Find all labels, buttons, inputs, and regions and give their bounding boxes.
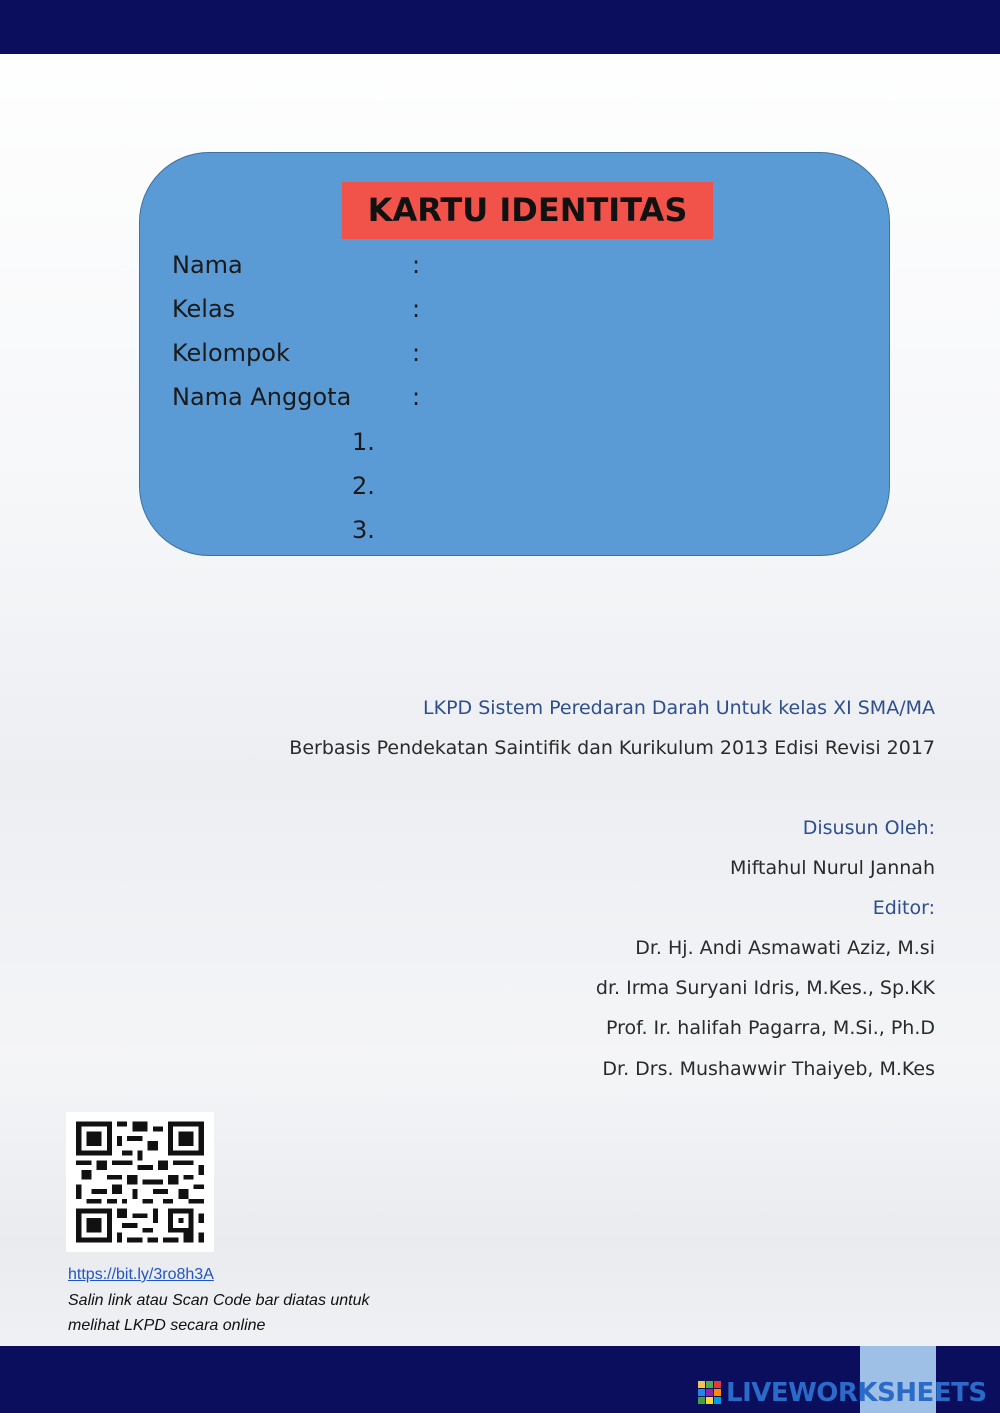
qr-instruction-line: melihat LKPD secara online: [68, 1317, 266, 1334]
editor-name: Dr. Drs. Mushawwir Thaiyeb, M.Kes: [602, 1058, 935, 1080]
editor-label: Editor:: [872, 897, 935, 919]
field-label-nama-anggota: Nama Anggota: [172, 383, 352, 411]
editor-name: Dr. Hj. Andi Asmawati Aziz, M.si: [635, 937, 935, 959]
qr-instruction-line: Salin link atau Scan Code bar diatas untuk: [68, 1292, 370, 1309]
member-number-1: 1.: [352, 428, 375, 456]
qr-code-icon: [66, 1112, 214, 1252]
field-colon: :: [412, 251, 421, 279]
author-label: Disusun Oleh:: [802, 817, 935, 839]
editor-name: Prof. Ir. halifah Pagarra, M.Si., Ph.D: [606, 1017, 935, 1039]
member-number-2: 2.: [352, 472, 375, 500]
field-colon: :: [412, 295, 421, 323]
card-title: KARTU IDENTITAS: [342, 182, 713, 239]
liveworksheets-logo-icon: [698, 1381, 722, 1405]
document-subtitle: Berbasis Pendekatan Saintifik dan Kurikulum 2013 Edisi Revisi 2017: [289, 737, 935, 759]
field-label-kelompok: Kelompok: [172, 339, 290, 367]
editor-name: dr. Irma Suryani Idris, M.Kes., Sp.KK: [595, 977, 935, 999]
short-link[interactable]: https://bit.ly/3ro8h3A: [68, 1266, 214, 1283]
header-bar: [0, 0, 1000, 54]
field-label-kelas: Kelas: [172, 295, 236, 323]
brand-name[interactable]: LIVEWORKSHEETS: [726, 1378, 987, 1408]
field-label-nama: Nama: [172, 251, 243, 279]
author-name: Miftahul Nurul Jannah: [730, 857, 935, 879]
field-colon: :: [412, 383, 421, 411]
member-number-3: 3.: [352, 516, 375, 544]
field-colon: :: [412, 339, 421, 367]
identity-card: [139, 152, 890, 556]
document-title: LKPD Sistem Peredaran Darah Untuk kelas XI SMA/MA: [423, 697, 935, 719]
